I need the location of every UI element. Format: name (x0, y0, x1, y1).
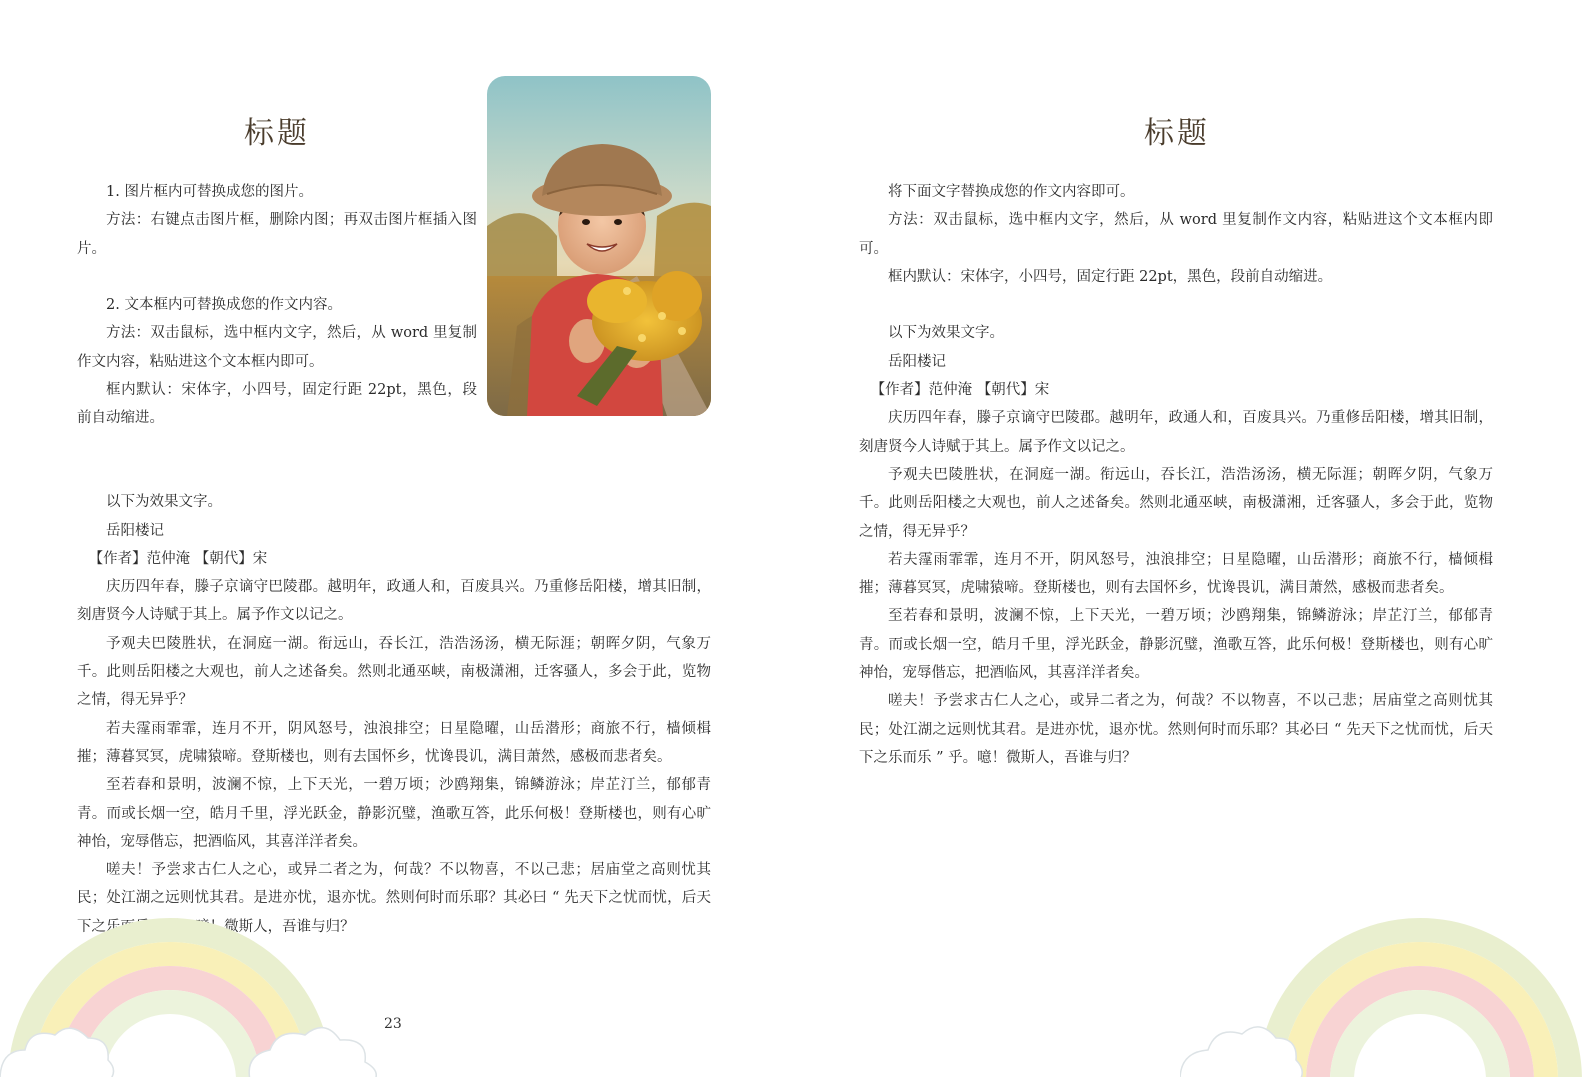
paragraph: 庆历四年春，滕子京谪守巴陵郡。越明年，政通人和，百废具兴。乃重修岳阳楼，增其旧制，刻唐贤今人诗赋于其上。属予作文以记之。 (859, 410, 1493, 455)
paragraph: 予观夫巴陵胜状，在洞庭一湖。衔远山，吞长江，浩浩汤汤，横无际涯；朝晖夕阴，气象万千。此则岳阳楼之大观也，前人之述备矣。然则北通巫峡，南极潇湘，迁客骚人，多会于此，览物之情，得无异乎？ (859, 466, 1493, 540)
blank-line (77, 263, 477, 291)
essay-text-box[interactable] (77, 460, 711, 941)
essay-text-box[interactable] (859, 178, 1493, 772)
instructions-text-box[interactable] (77, 178, 477, 433)
paragraph: 若夫霪雨霏霏，连月不开，阴风怒号，浊浪排空；日星隐曜，山岳潜形；商旅不行，樯倾楫摧；薄暮冥冥，虎啸猿啼。登斯楼也，则有去国怀乡，忧谗畏讥，满目萧然，感极而悲者矣。 (77, 720, 711, 765)
blank-line (859, 291, 1493, 319)
paragraph: 框内默认：宋体字，小四号，固定行距 22pt，黑色，段前自动缩进。 (77, 382, 477, 427)
paragraph: 嗟夫！予尝求古仁人之心，或异二者之为，何哉？不以物喜，不以己悲；居庙堂之高则忧其民；处江湖之远则忧其君。是进亦忧，退亦忧。然则何时而乐耶？其必曰 “ 先天下之忧而忧，后天下之乐而乐 ” 乎。噫！微斯人，吾谁与归？ (859, 693, 1493, 766)
right-page (794, 0, 1588, 1077)
paragraph: 予观夫巴陵胜状，在洞庭一湖。衔远山，吞长江，浩浩汤汤，横无际涯；朝晖夕阴，气象万千。此则岳阳楼之大观也，前人之述备矣。然则北通巫峡，南极潇湘，迁客骚人，多会于此，览物之情，得无异乎？ (77, 635, 711, 709)
paragraph: 方法：右键点击图片框，删除内图；再双击图片框插入图片。 (77, 212, 477, 257)
paragraph: 岳阳楼记 (106, 522, 164, 539)
paragraph: 至若春和景明，波澜不惊，上下天光，一碧万顷；沙鸥翔集，锦鳞游泳；岸芷汀兰，郁郁青青。而或长烟一空，皓月千里，浮光跃金，静影沉璧，渔歌互答，此乐何极！登斯楼也，则有心旷神怡，宠辱偕忘，把酒临风，其喜洋洋者矣。 (859, 608, 1493, 682)
paragraph: 【作者】范仲淹 【朝代】宋 (88, 550, 268, 567)
paragraph: 至若春和景明，波澜不惊，上下天光，一碧万顷；沙鸥翔集，锦鳞游泳；岸芷汀兰，郁郁青青。而或长烟一空，皓月千里，浮光跃金，静影沉璧，渔歌互答，此乐何极！登斯楼也，则有心旷神怡，宠辱偕忘，把酒临风，其喜洋洋者矣。 (77, 777, 711, 850)
blank-line (77, 460, 711, 488)
paragraph: 若夫霪雨霏霏，连月不开，阴风怒号，浊浪排空；日星隐曜，山岳潜形；商旅不行，樯倾楫摧；薄暮冥冥，虎啸猿啼。登斯楼也，则有去国怀乡，忧谗畏讥，满目萧然，感极而悲者矣。 (859, 551, 1493, 597)
paragraph: 岳阳楼记 (888, 353, 946, 370)
paragraph: 嗟夫！予尝求古仁人之心，或异二者之为，何哉？不以物喜，不以己悲；居庙堂之高则忧其民；处江湖之远则忧其君。是进亦忧，退亦忧。然则何时而乐耶？其必曰 “ 先天下之忧而忧，后天下之乐而乐 ” 乎。噫！微斯人，吾谁与归？ (77, 862, 711, 935)
child-photo-image (487, 76, 711, 416)
paragraph: 2. 文本框内可替换成您的作文内容。 (106, 297, 342, 314)
rainbow-with-clouds-icon (1180, 910, 1588, 1077)
paragraph: 方法：双击鼠标，选中框内文字，然后，从 word 里复制作文内容，粘贴进这个文本框内即可。 (859, 212, 1493, 257)
paragraph: 方法：双击鼠标，选中框内文字，然后，从 word 里复制作文内容，粘贴进这个文本框内即可。 (77, 325, 477, 370)
photo-frame[interactable] (487, 76, 711, 416)
paragraph: 1. 图片框内可替换成您的图片。 (106, 184, 313, 200)
page-title: 标题 (1144, 116, 1210, 151)
paragraph: 庆历四年春，滕子京谪守巴陵郡。越明年，政通人和，百废具兴。乃重修岳阳楼，增其旧制，刻唐贤今人诗赋于其上。属予作文以记之。 (77, 579, 711, 624)
page-number: 23 (384, 1016, 402, 1032)
paragraph: 【作者】范仲淹 【朝代】宋 (870, 382, 1050, 399)
paragraph: 框内默认：宋体字，小四号，固定行距 22pt，黑色，段前自动缩进。 (888, 268, 1333, 285)
paragraph: 将下面文字替换成您的作文内容即可。 (888, 184, 1135, 200)
rainbow-with-clouds-icon (0, 910, 420, 1077)
paragraph: 以下为效果文字。 (888, 325, 1004, 342)
paragraph: 以下为效果文字。 (106, 494, 222, 511)
page-title: 标题 (244, 116, 310, 151)
